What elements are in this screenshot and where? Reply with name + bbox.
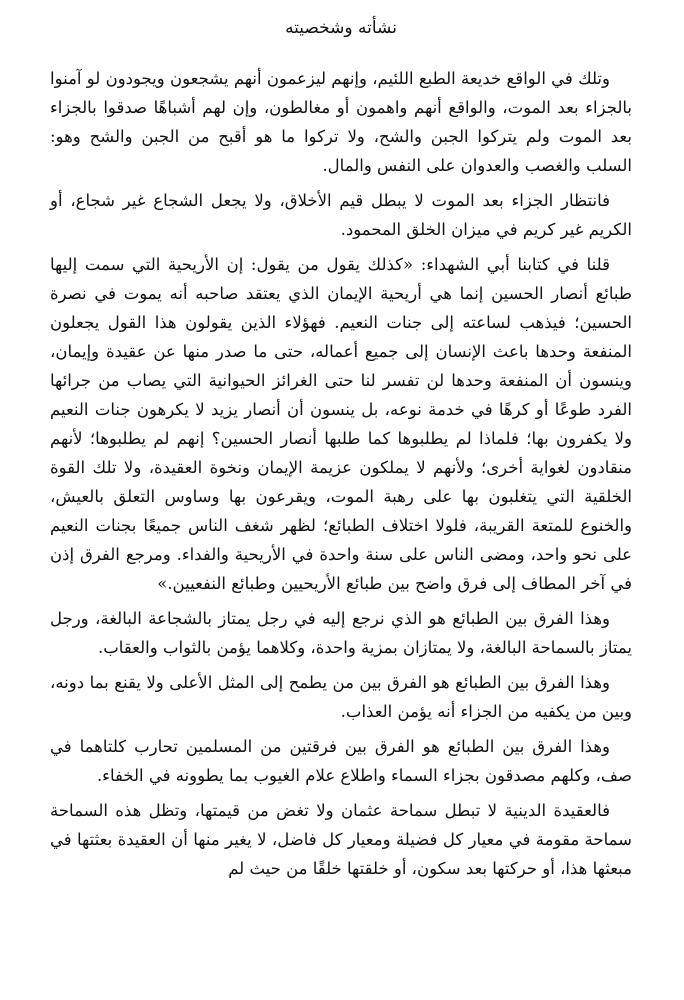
paragraph: فالعقيدة الدينية لا تبطل سماحة عثمان ولا تغض من قيمتها، وتظل هذه السماحة سماحة مقومة في معيار كل فضيلة ومعيار كل فاضل، لا يغير منها أن العقيدة بعثتها في مبعثها هذا، أو حركتها بعد سكون، أو خلقتها خلقًا من حيث لم (50, 801, 632, 878)
paragraph: وهذا الفرق بين الطبائع هو الفرق بين فرقتين من المسلمين تحارب كلتاهما في صف، وكلهم مصدقون بجزاء السماء واطلاع علام الغيوب بما يطوونه في الخفاء. (50, 737, 632, 785)
paragraph: وتلك في الواقع خديعة الطبع اللئيم، وإنهم ليزعمون أنهم يشجعون ويجودون لو آمنوا بالجزاء بعد الموت، والواقع أنهم واهمون أو مغالطون، وإن لهم أشباهًا صدقوا بالجزاء بعد الموت ولم يتركوا الجبن والشح، ولا تركوا ما هو أقبح من الجبن والشح وهو: السلب والغصب والعدوان على النفس والمال. (50, 69, 632, 175)
paragraph: وهذا الفرق بين الطبائع هو الذي نرجع إليه في رجل يمتاز بالشجاعة البالغة، ورجل يمتاز بالسماحة البالغة، ولا يمتازان بمزية واحدة، وكلاهما يؤمن بالثواب والعقاب. (50, 609, 632, 657)
paragraph: وهذا الفرق بين الطبائع هو الفرق بين من يطمح إلى المثل الأعلى ولا يقنع بما دونه، وبين من يكفيه من الجزاء أنه يؤمن العذاب. (50, 673, 632, 721)
paragraph: فانتظار الجزاء بعد الموت لا يبطل قيم الأخلاق، ولا يجعل الشجاع غير شجاع، أو الكريم غير كريم في ميزان الخلق المحمود. (50, 191, 632, 239)
paragraph: قلنا في كتابنا أبي الشهداء: «كذلك يقول من يقول: إن الأريحية التي سمت إليها طبائع أنصار الحسين إنما هي أريحية الإيمان الذي يعتقد صاحبه أنه يموت في نصرة الحسين؛ فيذهب لساعته إلى جنات النعيم. فهؤلاء الذين يقولون هذا القول يجعلون المنفعة وحدها باعث الإنسان إلى جميع أعماله، حتى ما صدر منها عن عقيدة وإيمان، وينسون أن المنفعة وحدها لن تفسر لنا حتى الغرائز الحيوانية التي يصاب من جرائها الفرد طوعًا أو كرهًا في خدمة نوعه، بل ينسون أن أنصار يزيد لا يكرهون جنات النعيم ولا يكفرون بها؛ فلماذا لم يطلبوها كما طلبها أنصار الحسين؟ إنهم لم يطلبوها؛ لأنهم منقادون لغواية أخرى؛ ولأنهم لا يملكون عزيمة الإيمان ونخوة العقيدة، ولا تلك القوة الخلقية التي يتغلبون بها على رهبة الموت، ويقرعون بها وساوس التعلق بالعيش، والخنوع للمتعة القريبة، فلولا اختلاف الطبائع؛ لظهر شغف الناس جميعًا بجنات النعيم على نحو واحد، ومضى الناس على سنة واحدة في الأريحية والفداء. ومرجع الفرق إذن في آخر المطاف إلى فرق واضح بين طبائع الأريحيين وطبائع النفعيين.» (50, 255, 632, 593)
running-header-title: نشأته وشخصيته (285, 18, 397, 38)
body-text (50, 64, 632, 883)
